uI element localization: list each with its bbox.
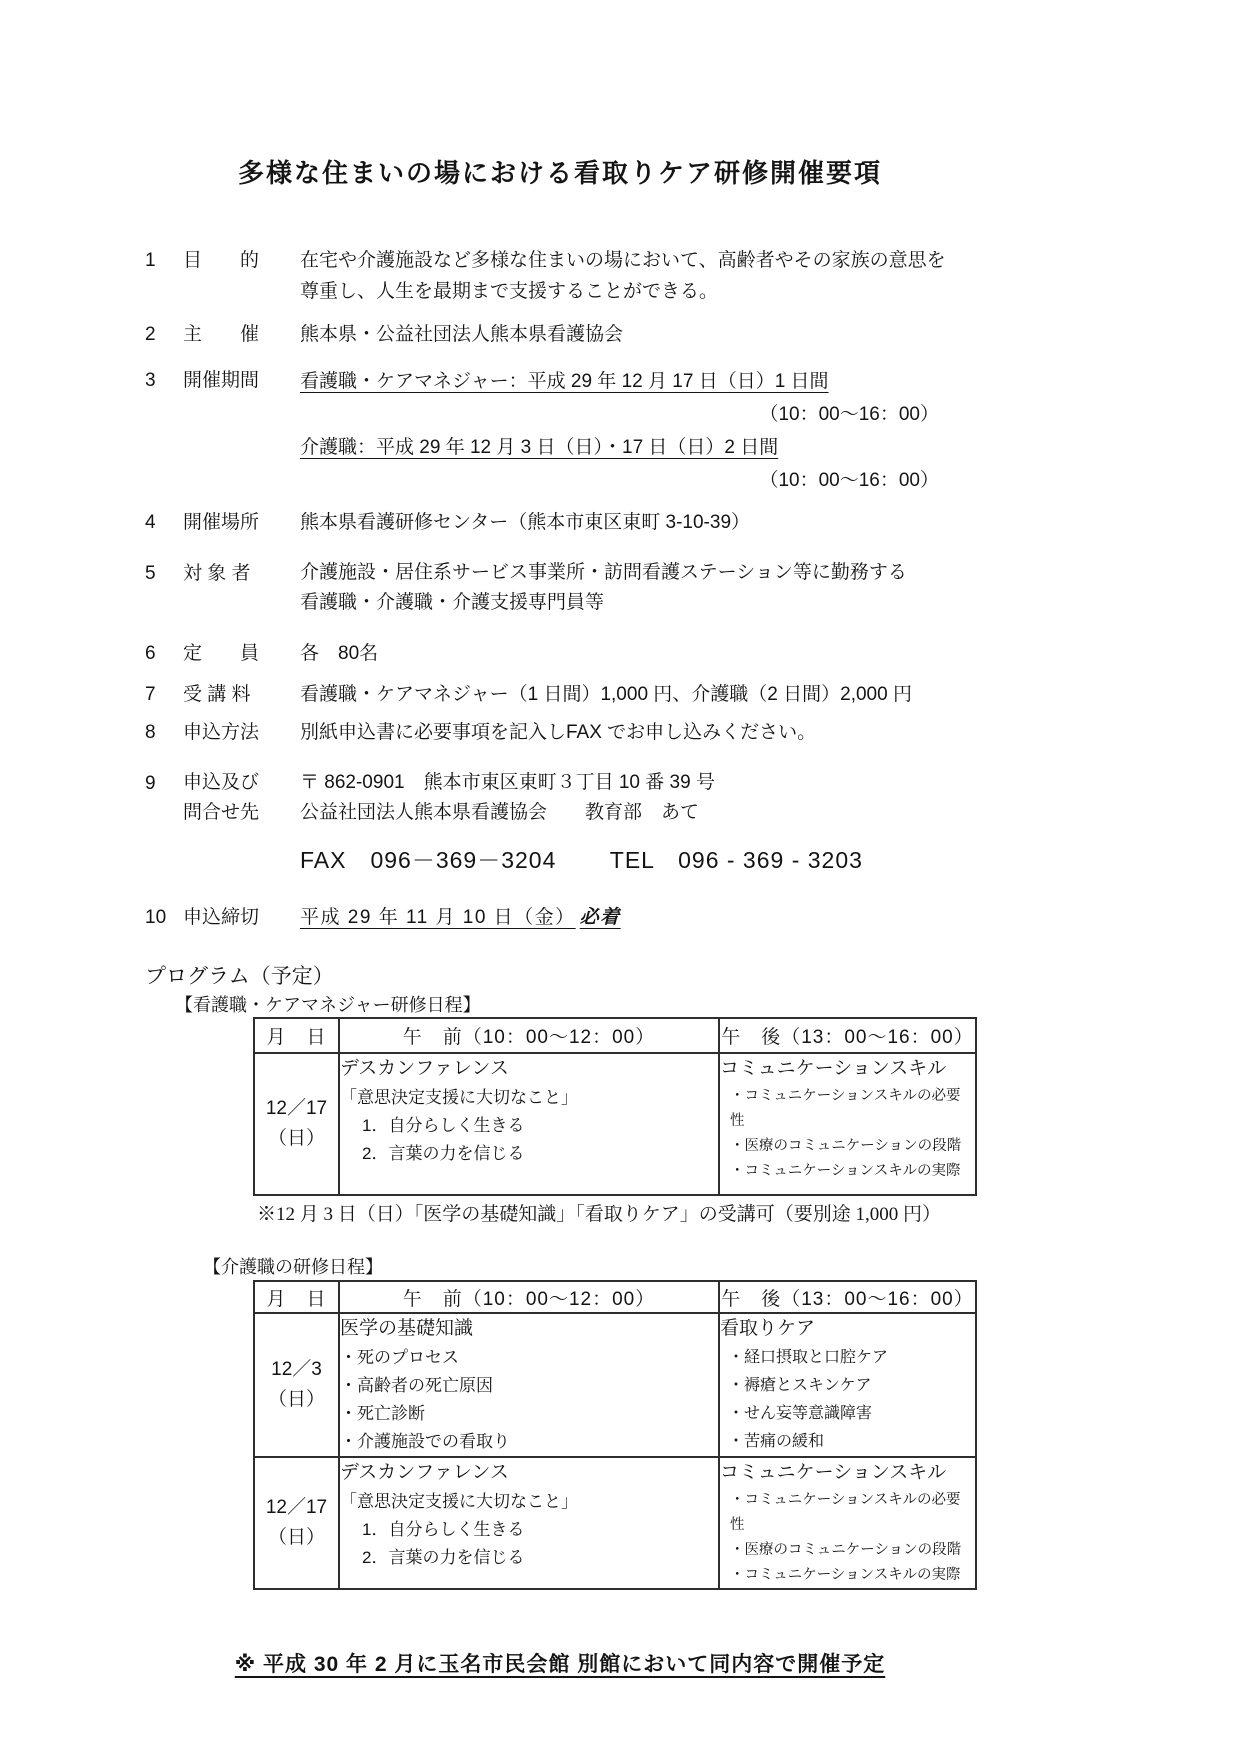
col-header-morning: 午 前（10：00～12：00） [339, 1018, 719, 1053]
item-audience [145, 558, 975, 618]
session-bullet: ・コミュニケーションスキルの実際 [730, 1163, 961, 1179]
col-header-afternoon: 午 後（13：00～16：00） [719, 1281, 976, 1313]
item-number: 1 [145, 250, 156, 271]
afternoon-session-cell [719, 1313, 976, 1457]
session-bullet: ・医療のコミュニケーションの段階 [730, 1138, 962, 1154]
date-cell [254, 1053, 339, 1195]
morning-session-cell [339, 1313, 719, 1457]
contact-fax: FAX 096－369－3204 [300, 847, 557, 873]
col-header-afternoon: 午 後（13：00～16：00） [719, 1018, 976, 1053]
session-bullet: ・介護施設での看取り [340, 1432, 510, 1451]
session-title: デスカンファレンス [340, 1058, 509, 1079]
deadline-text [300, 907, 621, 928]
item-label: 目 的 [183, 250, 260, 271]
session-bullet: ・高齢者の死亡原因 [340, 1376, 493, 1395]
item-label [183, 768, 300, 876]
item-number: 2 [145, 324, 156, 345]
care-schedule-heading: 【介護職の研修日程】 [203, 1257, 383, 1277]
page-title: 多様な住まいの場における看取りケア研修開催要項 [237, 158, 882, 188]
session-subtitle: 「意思決定支援に大切なこと」 [340, 1088, 578, 1107]
table-row [254, 1457, 976, 1589]
item-number: 6 [145, 643, 156, 664]
table-row [254, 1053, 976, 1195]
table-row [254, 1313, 976, 1457]
weekday-value: （日） [267, 1389, 325, 1410]
item-label: 主 催 [183, 324, 260, 345]
capacity-text: 各 80名 [300, 643, 379, 664]
item-label: 受 講 料 [183, 684, 251, 705]
item-number: 5 [145, 563, 156, 584]
contact-label-line-1: 申込及び [183, 772, 260, 793]
session-title: コミュニケーションスキル [720, 1058, 947, 1079]
item-number: 8 [145, 722, 156, 743]
host-text: 熊本県・公益社団法人熊本県看護協会 [300, 324, 624, 345]
deadline-date: 平成 29 年 11 月 10 日（金） [300, 907, 576, 928]
contact-tel: TEL 096 - 369 - 3203 [609, 847, 863, 873]
weekday-value: （日） [267, 1128, 325, 1149]
fee-text: 看護職・ケアマネジャー（1 日間）1,000 円、介護職（2 日間）2,000 円 [300, 684, 912, 705]
nurse-table-note: ※12 月 3 日（日）「医学の基礎知識」「看取りケア」の受講可（要別途 1,000 円） [257, 1204, 942, 1225]
session-point: 2．言葉の力を信じる [362, 1548, 525, 1567]
program-heading: プログラム（予定） [145, 965, 334, 988]
item-period [145, 365, 975, 497]
session-point: 1．自分らしく生きる [362, 1116, 525, 1135]
item-label: 対 象 者 [183, 563, 251, 584]
item-content [300, 558, 975, 618]
afternoon-session-cell [719, 1053, 976, 1195]
morning-session-cell [339, 1053, 719, 1195]
item-number: 3 [145, 370, 156, 391]
item-label: 開催期間 [183, 370, 260, 391]
document-body [145, 0, 975, 1680]
item-number: 7 [145, 684, 156, 705]
item-content [300, 365, 975, 497]
item-number: 4 [145, 512, 156, 533]
session-subtitle: 「意思決定支援に大切なこと」 [340, 1492, 578, 1511]
purpose-line-2: 尊重し、人生を最期まで支援することができる。 [300, 281, 719, 302]
session-bullet: ・死のプロセス [340, 1348, 459, 1367]
item-host [145, 319, 975, 350]
item-content [300, 768, 975, 876]
item-label: 申込方法 [183, 722, 260, 743]
session-bullet: ・せん妄等意識障害 [728, 1405, 873, 1422]
item-label: 申込締切 [183, 907, 260, 928]
place-text: 熊本県看護研修センター（熊本市東区東町 3-10-39） [300, 512, 751, 533]
item-content [300, 245, 975, 307]
purpose-line-1: 在宅や介護施設など多様な住まいの場において、高齢者やその家族の意思を [300, 250, 946, 271]
item-capacity [145, 638, 975, 669]
date-value: 12／17 [265, 1098, 328, 1119]
col-header-date: 月 日 [254, 1281, 339, 1313]
col-header-morning: 午 前（10：00～12：00） [339, 1281, 719, 1313]
session-title: 医学の基礎知識 [340, 1318, 474, 1339]
deadline-emphasis: 必着 [579, 907, 621, 928]
contact-address: 〒 862-0901 熊本市東区東町３丁目 10 番 39 号 [300, 772, 715, 793]
session-bullet: ・コミュニケーションスキルの必要性 [730, 1088, 961, 1129]
date-value: 12／3 [271, 1359, 322, 1380]
date-cell [254, 1457, 339, 1589]
period-care-time: （10：00～16：00） [759, 470, 939, 491]
item-contact [145, 768, 975, 876]
item-number: 9 [145, 773, 156, 794]
item-label: 開催場所 [183, 512, 260, 533]
session-title: コミュニケーションスキル [720, 1462, 947, 1483]
period-nurse-time: （10：00～16：00） [759, 404, 939, 425]
session-bullet: ・褥瘡とスキンケア [728, 1377, 872, 1394]
period-nurse-line: 看護職・ケアマネジャー：平成 29 年 12 月 17 日（日）1 日間 [300, 371, 829, 392]
date-value: 12／17 [265, 1497, 328, 1518]
date-cell [254, 1313, 339, 1457]
item-content [300, 902, 975, 933]
contact-fax-tel [300, 844, 975, 876]
item-deadline [145, 902, 975, 933]
contact-recipient: 公益社団法人熊本県看護協会 教育部 あて [300, 802, 700, 823]
apply-method-text: 別紙申込書に必要事項を記入しFAX でお申し込みください。 [300, 722, 817, 743]
session-bullet: ・経口摂取と口腔ケア [728, 1349, 889, 1366]
contact-label-line-2: 問合せ先 [183, 802, 260, 823]
session-bullet: ・コミュニケーションスキルの必要性 [730, 1492, 961, 1533]
audience-line-2: 看護職・介護職・介護支援専門員等 [300, 592, 605, 613]
care-schedule-table [253, 1280, 977, 1590]
col-header-date: 月 日 [254, 1018, 339, 1053]
item-apply-method [145, 717, 975, 748]
session-bullet: ・死亡診断 [340, 1404, 425, 1423]
session-point: 2．言葉の力を信じる [362, 1144, 525, 1163]
item-place [145, 507, 975, 538]
item-label: 定 員 [183, 643, 260, 664]
nurse-schedule-table [253, 1017, 977, 1196]
table-header-row [254, 1018, 976, 1053]
morning-session-cell [339, 1457, 719, 1589]
table-header-row [254, 1281, 976, 1313]
session-title: 看取りケア [720, 1318, 816, 1339]
afternoon-session-cell [719, 1457, 976, 1589]
period-care-line: 介護職：平成 29 年 12 月 3 日（日）・17 日（日）2 日間 [300, 437, 779, 458]
session-point: 1．自分らしく生きる [362, 1520, 525, 1539]
item-fee [145, 679, 975, 710]
item-purpose [145, 245, 975, 307]
footer-note: ※ 平成 30 年 2 月に玉名市民会館 別館において同内容で開催予定 [234, 1653, 886, 1676]
nurse-schedule-heading: 【看護職・ケアマネジャー研修日程】 [175, 995, 481, 1015]
session-title: デスカンファレンス [340, 1462, 509, 1483]
item-number: 10 [145, 907, 167, 928]
session-bullet: ・医療のコミュニケーションの段階 [730, 1542, 962, 1558]
session-bullet: ・苦痛の緩和 [728, 1433, 825, 1450]
session-bullet: ・コミュニケーションスキルの実際 [730, 1567, 961, 1583]
audience-line-1: 介護施設・居住系サービス事業所・訪問看護ステーション等に勤務する [300, 562, 907, 583]
weekday-value: （日） [267, 1527, 325, 1548]
